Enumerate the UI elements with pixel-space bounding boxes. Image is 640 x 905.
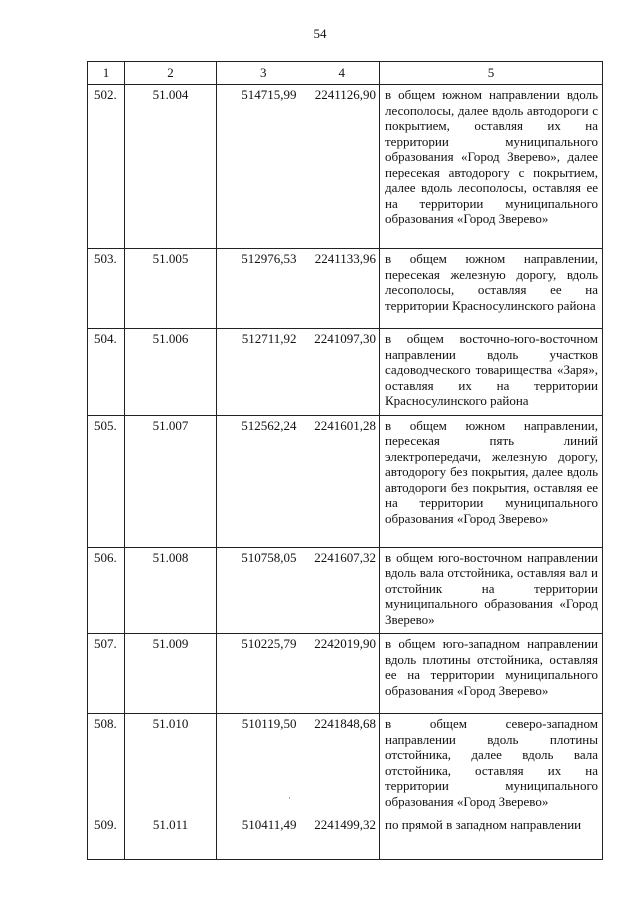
point-code: 51.005 — [152, 251, 189, 266]
coordinate-x: 510225,79 — [241, 636, 297, 651]
table-row — [88, 249, 603, 329]
point-code: 51.006 — [152, 331, 189, 346]
table-row — [88, 415, 603, 547]
table-row — [88, 85, 603, 249]
boundary-description: в общем южном направлении, пересекая железную дорогу, вдоль лесополосы, оставляя ее на территории Красносулинского района — [385, 251, 598, 313]
column-header: 4 — [299, 62, 380, 85]
coordinate-x: 512711,92 — [241, 331, 297, 346]
coordinate-y: 2242019,90 — [314, 636, 376, 651]
point-code: 51.008 — [152, 549, 189, 565]
point-number: 507. — [94, 636, 117, 651]
point-number: 503. — [94, 251, 117, 266]
coordinate-y: 2241133,96 — [314, 251, 376, 266]
point-number: 504. — [94, 331, 117, 346]
point-code: 51.004 — [152, 87, 189, 102]
point-number: 502. — [94, 87, 117, 102]
table-row — [88, 547, 603, 634]
boundary-description: в общем северо-западном направлении вдоль плотины отстойника, далее вдоль вала отстойника, оставляя их на территории муниципального образования «Город Зверево» — [385, 716, 598, 809]
coordinate-y: 2241097,30 — [314, 331, 376, 346]
coordinate-x: 512976,53 — [241, 251, 297, 266]
boundary-description: в общем южном направлении вдоль лесополосы, далее вдоль автодороги с покрытием, оставляя их на территории муниципального образования «Город Зверево», далее пересекая автодорогу с покрытием, далее вдоль лесополосы, оставляя ее на территории муниципального образования «Город Зверево» — [385, 87, 598, 226]
coordinate-y: 2241499,32 — [314, 817, 376, 832]
coordinate-y: 2241607,32 — [314, 549, 376, 565]
boundary-description: в общем юго-восточном направлении вдоль вала отстойника, оставляя вал и отстойник на территории муниципального образования «Город Зверево» — [385, 549, 598, 627]
boundary-description: в общем южном направлении, пересекая пять линий электропередачи, железную дорогу, автодорогу без покрытия, далее вдоль автодороги без покрытия, оставляя ее на территории муниципального образования «Город Зверево» — [385, 417, 598, 526]
coordinate-y: 2241126,90 — [314, 87, 376, 102]
coordinate-y: 2241601,28 — [314, 417, 376, 433]
table-row — [88, 634, 603, 714]
coordinate-x: 514715,99 — [241, 87, 297, 102]
coordinate-x: 512562,24 — [241, 417, 297, 433]
table-row — [88, 815, 603, 859]
page-number: 54 — [313, 26, 327, 41]
point-number: 509. — [94, 817, 117, 832]
point-number: 508. — [94, 716, 117, 731]
point-code: 51.009 — [152, 636, 189, 651]
table-header-row — [88, 62, 603, 85]
coordinate-x: 510758,05 — [241, 549, 297, 565]
coordinate-x: 510119,50 — [241, 716, 297, 731]
column-header: 5 — [380, 62, 603, 85]
point-code: 51.011 — [152, 817, 189, 832]
point-code: 51.007 — [152, 417, 189, 433]
coordinate-x: 510411,49 — [241, 817, 297, 832]
boundary-coordinates-table — [87, 61, 603, 860]
point-number: 506. — [94, 549, 117, 565]
column-header: 3 — [217, 62, 299, 85]
boundary-description: в общем юго-западном направлении вдоль плотины отстойника, оставляя ее на территории муниципального образования «Город Зверево» — [385, 636, 598, 698]
stray-mark: · — [288, 793, 291, 803]
point-code: 51.010 — [152, 716, 189, 731]
boundary-description: по прямой в западном направлении — [385, 817, 582, 832]
table-row — [88, 329, 603, 416]
point-number: 505. — [94, 417, 117, 433]
coordinate-y: 2241848,68 — [314, 716, 376, 731]
boundary-description: в общем восточно-юго-восточном направлении вдоль участков садоводческого товарищества «Заря», оставляя их на территории Красносулинского района — [385, 331, 598, 408]
table-row — [88, 714, 603, 816]
column-header: 2 — [125, 62, 217, 85]
column-header: 1 — [88, 62, 125, 85]
